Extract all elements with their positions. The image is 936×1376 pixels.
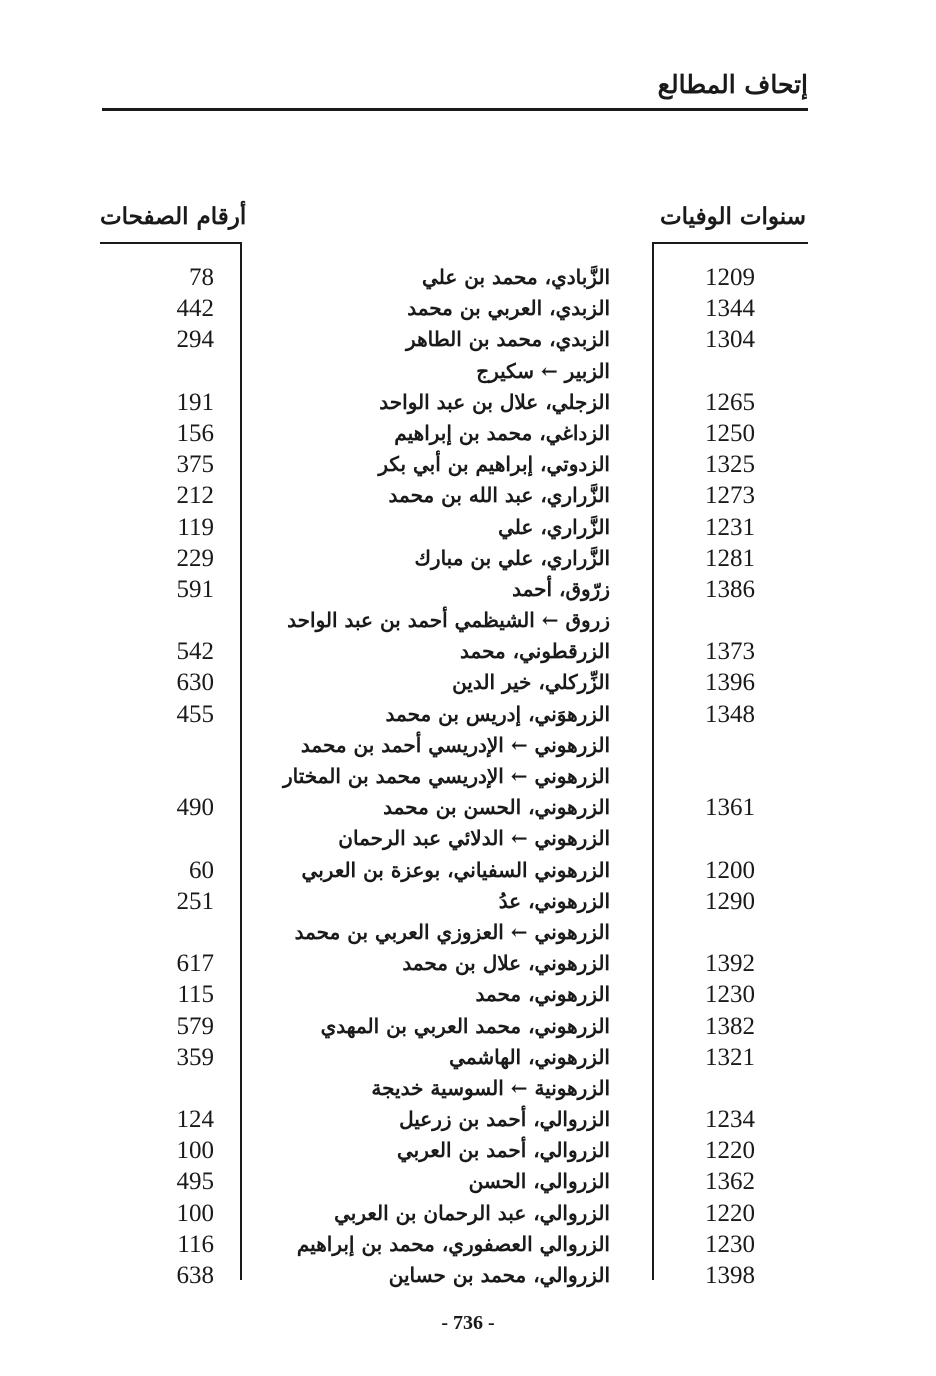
entry-name: الزَّراري، علي [498,514,610,539]
index-row [0,1011,936,1042]
page-number-cell: 294 [176,326,214,354]
entry-name: زروق ← الشيظمي أحمد بن عبد الواحد [287,608,610,633]
page-number-cell: 359 [176,1043,214,1071]
death-year-cell: 1382 [705,1012,755,1040]
death-year-cell: 1290 [705,887,755,915]
index-row [0,418,936,449]
index-row [0,262,936,293]
index-row [0,480,936,511]
entry-name: الزروالي، أحمد بن زرعيل [399,1107,610,1132]
death-year-cell: 1273 [705,482,755,510]
death-year-cell: 1321 [705,1043,755,1071]
death-year-cell: 1220 [705,1137,755,1165]
death-year-cell: 1230 [705,981,755,1009]
page-number-cell: 591 [176,575,214,603]
running-head: إتحاف المطالع [657,70,808,99]
death-year-cell: 1386 [705,575,755,603]
index-row [0,1198,936,1229]
entry-name: الزرهونية ← السوسية خديجة [371,1075,610,1100]
index-row [0,699,936,730]
index-row [0,730,936,761]
entry-name: الزرهوني، محمد [475,982,610,1007]
entry-name: الزدوتي، إبراهيم بن أبي بكر [378,452,610,477]
page-number-cell: 579 [176,1012,214,1040]
index-row [0,574,936,605]
death-year-cell: 1362 [705,1168,755,1196]
entry-name: الزرقطوني، محمد [460,639,610,664]
index-row [0,823,936,854]
index-row [0,917,936,948]
death-year-cell: 1220 [705,1199,755,1227]
entry-name: الزبدي، العربي بن محمد [407,296,610,321]
death-year-cell: 1230 [705,1230,755,1258]
index-row [0,855,936,886]
entry-name: الزروالي، أحمد بن العربي [396,1138,610,1163]
death-year-cell: 1392 [705,950,755,978]
page-number-cell: 78 [189,264,214,291]
years-column-top-rule [652,242,808,244]
index-row [0,324,936,355]
page-number-cell: 116 [177,1230,214,1258]
column-header-years: سنوات الوفيات [659,203,806,230]
death-year-cell: 1250 [705,419,755,447]
entry-name: الزرهوني، علال بن محمد [402,951,610,976]
death-year-cell: 1200 [705,856,755,884]
index-row [0,543,936,574]
index-row [0,1166,936,1197]
entry-name: الزرهوَني، إدريس بن محمد [385,701,610,726]
page-number-cell: 156 [176,419,214,447]
entry-name: الزرهوني ← الإدريسي أحمد بن محمد [300,732,610,757]
entry-name: الزَّراري، عبد الله بن محمد [388,483,610,508]
entry-name: الزرهوني ← الدلائي عبد الرحمان [338,826,610,851]
death-year-cell: 1361 [705,794,755,822]
death-year-cell: 1325 [705,451,755,479]
index-row [0,792,936,823]
entry-name: الزَّراري، علي بن مبارك [414,545,610,570]
entry-name: الزرهوني، الهاشمي [449,1044,610,1069]
entry-name: الزرهوني، عدُ [498,888,610,913]
page-number-cell: 617 [176,950,214,978]
index-row [0,667,936,698]
death-year-cell: 1234 [705,1106,755,1134]
entry-name: الزرهوني ← الإدريسي محمد بن المختار [282,764,610,788]
entry-name: الزَّبادي، محمد بن علي [422,265,610,289]
page-number-cell: 191 [176,388,214,416]
page-number-cell: 100 [176,1137,214,1165]
index-row [0,512,936,543]
index-row [0,636,936,667]
entry-name: زرّوق، أحمد [512,576,610,601]
pages-column-top-rule [100,242,242,244]
entry-name: الزرهوني، الحسن بن محمد [383,795,610,820]
index-row [0,886,936,917]
entry-name: الزرهوني، محمد العربي بن المهدي [320,1013,610,1038]
death-year-cell: 1396 [705,669,755,697]
column-header-pages: أرقام الصفحات [100,203,247,230]
header-rule [102,108,808,111]
death-year-cell: 1209 [705,264,755,291]
page-number-cell: 455 [176,700,214,728]
death-year-cell: 1231 [705,513,755,541]
index-row [0,605,936,636]
death-year-cell: 1373 [705,638,755,666]
page-number: - 736 - [441,1312,495,1334]
death-year-cell: 1344 [705,295,755,323]
page-number-cell: 251 [176,887,214,915]
index-row [0,293,936,324]
entry-name: الزروالي، الحسن [468,1169,610,1194]
index-row [0,979,936,1010]
entry-name: الزداغي، محمد بن إبراهيم [394,420,610,445]
index-row [0,1135,936,1166]
page-number-cell: 100 [176,1199,214,1227]
index-row [0,1104,936,1135]
entry-name: الزبدي، محمد بن الطاهر [406,327,610,352]
entry-name: الزروالي، محمد بن حساين [388,1263,610,1287]
entry-name: الزرهوني ← العزوزي العربي بن محمد [294,919,610,944]
page-number-cell: 375 [176,451,214,479]
page-number-cell: 442 [176,295,214,323]
page-number-cell: 115 [177,981,214,1009]
page-number-cell: 124 [176,1106,214,1134]
page-number-cell: 60 [189,856,214,884]
page-number-cell: 630 [176,669,214,697]
page-number-cell: 119 [177,513,214,541]
index-row [0,356,936,387]
index-row [0,1260,936,1291]
death-year-cell: 1281 [705,544,755,572]
death-year-cell: 1398 [705,1262,755,1289]
death-year-cell: 1265 [705,388,755,416]
index-rows [0,262,936,1291]
entry-name: الزجلي، علال بن عبد الواحد [379,389,610,414]
index-row [0,1229,936,1260]
page-number-cell: 638 [176,1262,214,1289]
entry-name: الزبير ← سكيرج [476,358,610,383]
entry-name: الزروالي العصفوري، محمد بن إبراهيم [296,1231,610,1256]
index-row [0,761,936,792]
index-row [0,449,936,480]
page-number-cell: 542 [176,638,214,666]
death-year-cell: 1304 [705,326,755,354]
page-number-cell: 212 [176,482,214,510]
entry-name: الزِّركلي، خير الدين [452,670,610,695]
death-year-cell: 1348 [705,700,755,728]
entry-name: الزروالي، عبد الرحمان بن العربي [334,1200,610,1225]
page-number-cell: 490 [176,794,214,822]
index-row [0,1073,936,1104]
page-number-cell: 495 [176,1168,214,1196]
index-row [0,948,936,979]
entry-name: الزرهوني السفياني، بوعزة بن العربي [301,857,610,882]
page-number-cell: 229 [176,544,214,572]
index-row [0,387,936,418]
index-row [0,1042,936,1073]
